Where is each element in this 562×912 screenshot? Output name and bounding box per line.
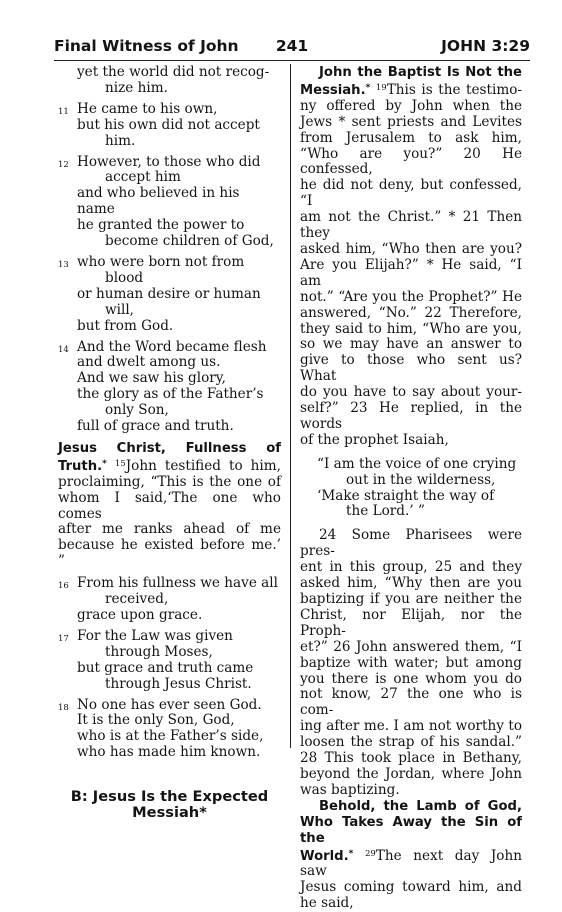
verse-line: And we saw his glory,	[77, 370, 226, 387]
prose-line: after me ranks ahead of me	[58, 521, 281, 538]
verse-line: nize him.	[105, 79, 168, 96]
verse-line: or human desire or human	[77, 285, 261, 302]
verse-line: yet the world did not recog-	[77, 64, 270, 80]
prose-line: et?” 26 John answered them, “I	[300, 638, 522, 655]
verse-line: him.	[105, 132, 136, 149]
verse-number: 17	[58, 633, 69, 644]
verse-stanza	[58, 698, 281, 762]
section-title: Behold, the Lamb of God,	[319, 798, 522, 814]
verse-line: through Jesus Christ.	[105, 675, 252, 692]
verse-line: accept him	[105, 169, 181, 186]
prose-line	[300, 799, 522, 815]
verse-line: blood	[105, 269, 144, 286]
section-title: Who Takes Away the Sin of the	[300, 814, 522, 846]
page-header	[54, 37, 530, 61]
prose-line: Jesus coming toward him, and	[300, 879, 522, 896]
prose-line	[300, 815, 522, 847]
prose-line: asked him, “Why then are you	[300, 575, 522, 592]
verse-line: full of grace and truth.	[77, 418, 234, 435]
major-section-heading: B: Jesus Is the Expected Messiah*	[70, 788, 269, 822]
verse-number: 13	[58, 259, 69, 270]
verse-line: However, to those who did	[77, 153, 261, 170]
prose-line: from Jerusalem to ask him,	[300, 129, 522, 146]
prose-line: asked him, “Who then are you?	[300, 240, 522, 257]
verse-number: 15	[114, 458, 126, 469]
footnote-marker: *	[348, 848, 354, 859]
prose-line: ny offered by John when the	[300, 97, 522, 114]
verse-stanza	[58, 340, 281, 435]
verse-stanza	[58, 629, 281, 693]
prose-paragraph-v19	[300, 65, 522, 449]
isaiah-quotation	[300, 457, 522, 521]
prose-line: do you have to say about your-	[300, 384, 522, 401]
prose-line: World.* $^{29}$The next day John saw	[300, 847, 522, 880]
header-rule	[54, 60, 530, 61]
verse-stanza	[58, 65, 281, 97]
prose-line: Jews * sent priests and Levites	[300, 113, 522, 130]
section-title: John the Baptist Is Not the	[319, 65, 522, 80]
prose-line: Are you Elijah?” * He said, “I am	[300, 256, 522, 289]
verse-line: He came to his own,	[77, 100, 218, 117]
prose-line: they said to him, “Who are you,	[300, 320, 522, 337]
prose-line	[300, 65, 522, 81]
prose-line: you there is one whom you do	[300, 670, 522, 687]
prose-line: so we may have an answer to	[300, 336, 522, 353]
verse-number: 14	[58, 344, 69, 355]
verse-line: but his own did not accept	[77, 116, 260, 133]
section-title: World.*	[300, 848, 354, 864]
verse-line: become children of God,	[105, 233, 274, 250]
right-column	[300, 65, 522, 912]
prose-line: he did not deny, but confessed, “I	[300, 177, 522, 210]
prose-line: was baptizing.	[300, 781, 400, 798]
prose-paragraph-v24	[300, 528, 522, 798]
verse-number: 18	[58, 702, 69, 713]
prose-line: Christ, nor Elijah, nor the Proph-	[300, 606, 522, 639]
page-number: 241	[275, 37, 309, 55]
prose-line: “Who are you?” 20 He confessed,	[300, 145, 522, 178]
verse-line: For the Law was given	[77, 627, 233, 644]
verse-number: 29	[364, 848, 376, 859]
section-title: Truth.*	[58, 458, 107, 474]
prose-line: whom I said,‘The one who comes	[58, 489, 281, 522]
verse-number: 12	[58, 159, 69, 170]
verse-line: who were born not from	[77, 253, 245, 270]
prose-line: Messiah.* $^{19}$This is the testimo-	[300, 81, 522, 98]
verse-line: and dwelt among us.	[77, 354, 221, 371]
prose-line: beyond the Jordan, where John	[300, 765, 522, 782]
verse-line: received,	[105, 591, 169, 608]
verse-line: From his fullness we have all	[77, 575, 278, 592]
quotation-line: out in the wilderness,	[346, 471, 496, 488]
prose-line: baptizing if you are neither the	[300, 591, 522, 607]
verse-line: but grace and truth came	[77, 659, 254, 676]
verse-line: the glory as of the Father’s	[77, 386, 264, 403]
verse-stanza	[58, 576, 281, 624]
verse-line: he granted the power to	[77, 217, 245, 234]
prose-line: because he existed before me.’ ”	[58, 537, 281, 570]
verse-line: who has made him known.	[77, 744, 261, 761]
running-head-title: Final Witness of John	[54, 37, 239, 55]
footnote-marker: *	[365, 82, 371, 93]
prose-line: baptize with water; but among	[300, 654, 522, 671]
section-title: Jesus Christ, Fullness of	[58, 440, 281, 456]
prose-line: of the prophet Isaiah,	[300, 431, 449, 448]
footnote-marker: *	[102, 458, 107, 469]
verse-number: 11	[58, 106, 69, 117]
verse-stanza	[58, 155, 281, 250]
verse-line: No one has ever seen God.	[77, 696, 262, 713]
prose-line: 24 Some Pharisees were pres-	[300, 527, 522, 560]
prose-paragraph-v15	[58, 441, 281, 570]
prose-line: Truth.* $^{15}$John testified to him,	[58, 457, 281, 474]
verse-line: through Moses,	[105, 643, 213, 660]
prose-line: answered, “No.” 22 Therefore,	[300, 304, 522, 321]
poetry-block	[58, 576, 281, 761]
column-divider	[290, 64, 291, 748]
prose-line: not know, 27 the one who is com-	[300, 686, 522, 719]
running-head-reference: JOHN 3:29	[441, 37, 530, 55]
section-title: Messiah.*	[300, 82, 371, 98]
prose-line: he said,	[300, 895, 354, 912]
poetry-block	[58, 65, 281, 435]
verse-stanza	[58, 102, 281, 150]
prose-line: give to those who sent us? What	[300, 352, 522, 385]
prose-line: 28 This took place in Bethany,	[300, 750, 522, 767]
prose-line: ing after me. I am not worthy to	[300, 718, 522, 735]
verse-stanza	[58, 255, 281, 335]
verse-line: It is the only Son, God,	[77, 712, 235, 729]
verse-line: only Son,	[105, 402, 169, 419]
prose-line: self?” 23 He replied, in the words	[300, 400, 522, 432]
verse-line: and who believed in his name	[77, 185, 240, 218]
prose-line: ent in this group, 25 and they	[300, 559, 522, 576]
prose-line: proclaiming, “This is the one of	[58, 473, 281, 490]
verse-line: but from God.	[77, 317, 174, 334]
prose-paragraph-v29	[300, 799, 522, 912]
left-column	[58, 65, 281, 821]
prose-line: am not the Christ.” * 21 Then they	[300, 209, 522, 242]
verse-line: grace upon grace.	[77, 607, 203, 623]
verse-number: 19	[375, 82, 387, 93]
prose-line: not.” “Are you the Prophet?” He	[300, 288, 522, 305]
verse-line: And the Word became flesh	[77, 338, 267, 355]
verse-line: who is at the Father’s side,	[77, 728, 264, 745]
verse-line: will,	[105, 301, 134, 318]
quotation-line: the Lord.’ ”	[346, 503, 425, 520]
quotation-line: ‘Make straight the way of	[317, 487, 495, 504]
quotation-line: “I am the voice of one crying	[317, 455, 517, 472]
verse-number: 16	[58, 581, 69, 592]
prose-line: loosen the strap of his sandal.”	[300, 734, 522, 751]
prose-line	[58, 441, 281, 457]
